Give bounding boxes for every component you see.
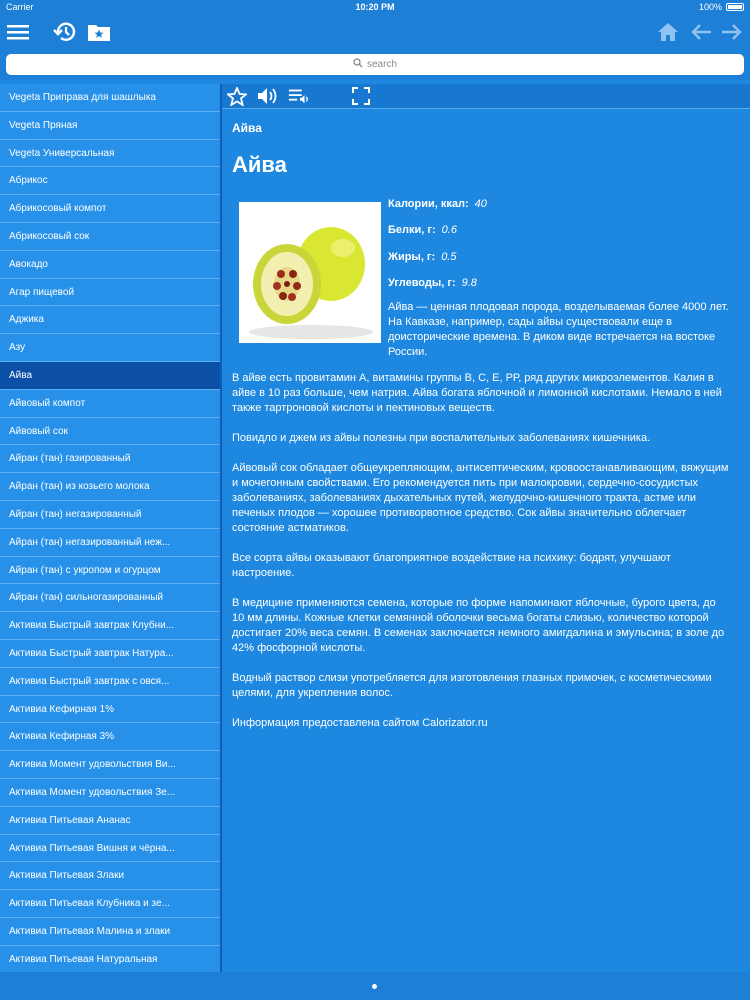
article-paragraph: В медицине применяются семена, которые по форме напоминают яблочные, бурого цвета, до 10 мм длины. Кожные клетки семянной оболочки весьма богаты слизью, количество которой достигает 20% веса семян. В семенах заключается немного амигдалина и эмульсина; в золе до 42% фосфорной кислоты. — [232, 597, 725, 654]
clock: 10:20 PM — [355, 2, 395, 12]
status-bar — [0, 0, 750, 14]
menu-icon[interactable] — [3, 18, 33, 46]
article-body — [232, 371, 730, 746]
sidebar-item[interactable]: Айран (тан) негазированный неж... — [0, 529, 220, 557]
page-title: Айва — [232, 152, 287, 177]
sidebar-item[interactable]: Активиа Питьевая Клубника и зе... — [0, 890, 220, 918]
favorites-folder-icon[interactable] — [84, 18, 114, 46]
sidebar-item[interactable]: Активиа Питьевая Ананас — [0, 807, 220, 835]
sidebar-item[interactable]: Айвовый компот — [0, 390, 220, 418]
forward-arrow-icon[interactable] — [717, 18, 747, 46]
sidebar-item[interactable]: Активиа Момент удовольствия Зе... — [0, 779, 220, 807]
sidebar-item[interactable]: Активиа Питьевая Злаки — [0, 862, 220, 890]
top-toolbar — [0, 14, 750, 50]
article-toolbar — [222, 84, 750, 109]
sidebar-item[interactable]: Айва — [0, 362, 220, 390]
article-paragraph: Водный раствор слизи употребляется для изготовления глазных примочек, с косметическими целями, для укрепления волос. — [232, 672, 712, 699]
sidebar-item[interactable]: Vegeta Приправа для шашлыка — [0, 84, 220, 112]
sidebar-item[interactable]: Аджика — [0, 306, 220, 334]
product-image — [239, 202, 381, 343]
nutrition-label: Калории, ккал: — [388, 198, 469, 210]
nutrition-facts — [388, 196, 738, 301]
battery-percent: 100% — [698, 2, 722, 12]
battery-icon — [726, 3, 744, 11]
home-icon[interactable] — [653, 18, 683, 46]
nutrition-value: 0.6 — [441, 224, 457, 237]
nutrition-row — [388, 222, 738, 248]
sidebar-item[interactable]: Активиа Момент удовольствия Ви... — [0, 751, 220, 779]
nutrition-label: Жиры, г: — [388, 250, 436, 263]
sidebar-item[interactable]: Айран (тан) негазированный — [0, 501, 220, 529]
history-icon[interactable] — [50, 18, 80, 46]
search-input[interactable] — [6, 54, 744, 75]
nutrition-label: Белки, г: — [388, 224, 436, 237]
article-pane — [222, 84, 750, 972]
fullscreen-icon[interactable] — [350, 86, 372, 106]
nutrition-label: Углеводы, г: — [388, 276, 456, 289]
nutrition-value: 40 — [474, 198, 487, 210]
article-paragraph: Информация предоставлена сайтом Calorizator.ru — [232, 717, 488, 729]
article-paragraph: Повидло и джем из айвы полезны при воспалительных заболеваниях кишечника. — [232, 432, 651, 444]
food-list — [0, 84, 220, 972]
sidebar-item[interactable]: Агар пищевой — [0, 279, 220, 307]
sidebar-item[interactable]: Абрикосовый сок — [0, 223, 220, 251]
sidebar-item[interactable]: Абрикос — [0, 167, 220, 195]
search-icon — [353, 58, 363, 71]
breadcrumb: Айва — [232, 121, 262, 135]
sidebar-item[interactable]: Авокадо — [0, 251, 220, 279]
star-icon[interactable] — [226, 86, 248, 106]
back-arrow-icon[interactable] — [686, 18, 716, 46]
carrier-label: Carrier — [6, 2, 34, 12]
article-paragraph: Айвовый сок обладает общеукрепляющим, антисептическим, кровоостанавливающим, вяжущим и мочегонным свойствами. Его рекомендуется пить при малокровии, сердечно-сосудистых заболеваниях, заболеваниях дыхательных путей, желудочно-кишечного тракта, астме или печеных плодов — хорошее противорвотное средство. Сок айвы значительно облегчает состояние астматиков. — [232, 462, 729, 534]
article-paragraph: В айве есть провитамин А, витамины группы В, С, Е, РР, ряд других микроэлементов. Калия в айве в 10 раз больше, чем натрия. Айва богата яблочной и лимонной кислотами. Немало в ней также тартроновой кислоты и пектиновых веществ. — [232, 372, 722, 414]
search-bar — [0, 50, 750, 80]
sidebar-item[interactable]: Айран (тан) с укропом и огурцом — [0, 557, 220, 585]
article-paragraph: Все сорта айвы оказывают благоприятное воздействие на психику: бодрят, улучшают настроение. — [232, 552, 671, 579]
sidebar-item[interactable]: Vegeta Пряная — [0, 112, 220, 140]
bottom-bar — [0, 972, 750, 1000]
nutrition-value: 9.8 — [461, 276, 477, 289]
nutrition-row — [388, 249, 738, 275]
sidebar-item[interactable]: Айран (тан) сильногазированный — [0, 584, 220, 612]
sidebar-item[interactable]: Активиа Питьевая Натуральная — [0, 946, 220, 972]
battery-indicator — [699, 0, 744, 14]
sidebar-item[interactable]: Активиа Быстрый завтрак с овся... — [0, 668, 220, 696]
nutrition-row — [388, 275, 738, 301]
nutrition-value: 0.5 — [441, 250, 457, 263]
page-indicator-dot — [372, 984, 377, 989]
playlist-speak-icon[interactable] — [288, 86, 310, 106]
sidebar-item[interactable]: Активиа Быстрый завтрак Натура... — [0, 640, 220, 668]
sidebar-item[interactable]: Активиа Кефирная 3% — [0, 723, 220, 751]
sidebar-item[interactable]: Vegeta Универсальная — [0, 140, 220, 168]
sidebar-item[interactable]: Айран (тан) газированный — [0, 445, 220, 473]
sidebar-item[interactable]: Азу — [0, 334, 220, 362]
sidebar-item[interactable]: Активиа Кефирная 1% — [0, 696, 220, 724]
speaker-icon[interactable] — [257, 86, 279, 106]
nutrition-row — [388, 196, 738, 222]
sidebar-item[interactable]: Абрикосовый компот — [0, 195, 220, 223]
sidebar-item[interactable]: Активиа Питьевая Малина и злаки — [0, 918, 220, 946]
intro-text: Айва — ценная плодовая порода, возделываемая более 4000 лет. На Кавказе, например, сады айвы существовали еще в доисторические времена. В диком виде встречается на востоке России. — [388, 301, 729, 358]
search-placeholder: search — [366, 59, 397, 70]
sidebar-item[interactable]: Активиа Питьевая Вишня и чёрна... — [0, 835, 220, 863]
sidebar-item[interactable]: Активиа Быстрый завтрак Клубни... — [0, 612, 220, 640]
sidebar-item[interactable]: Айран (тан) из козьего молока — [0, 473, 220, 501]
sidebar-item[interactable]: Айвовый сок — [0, 418, 220, 446]
